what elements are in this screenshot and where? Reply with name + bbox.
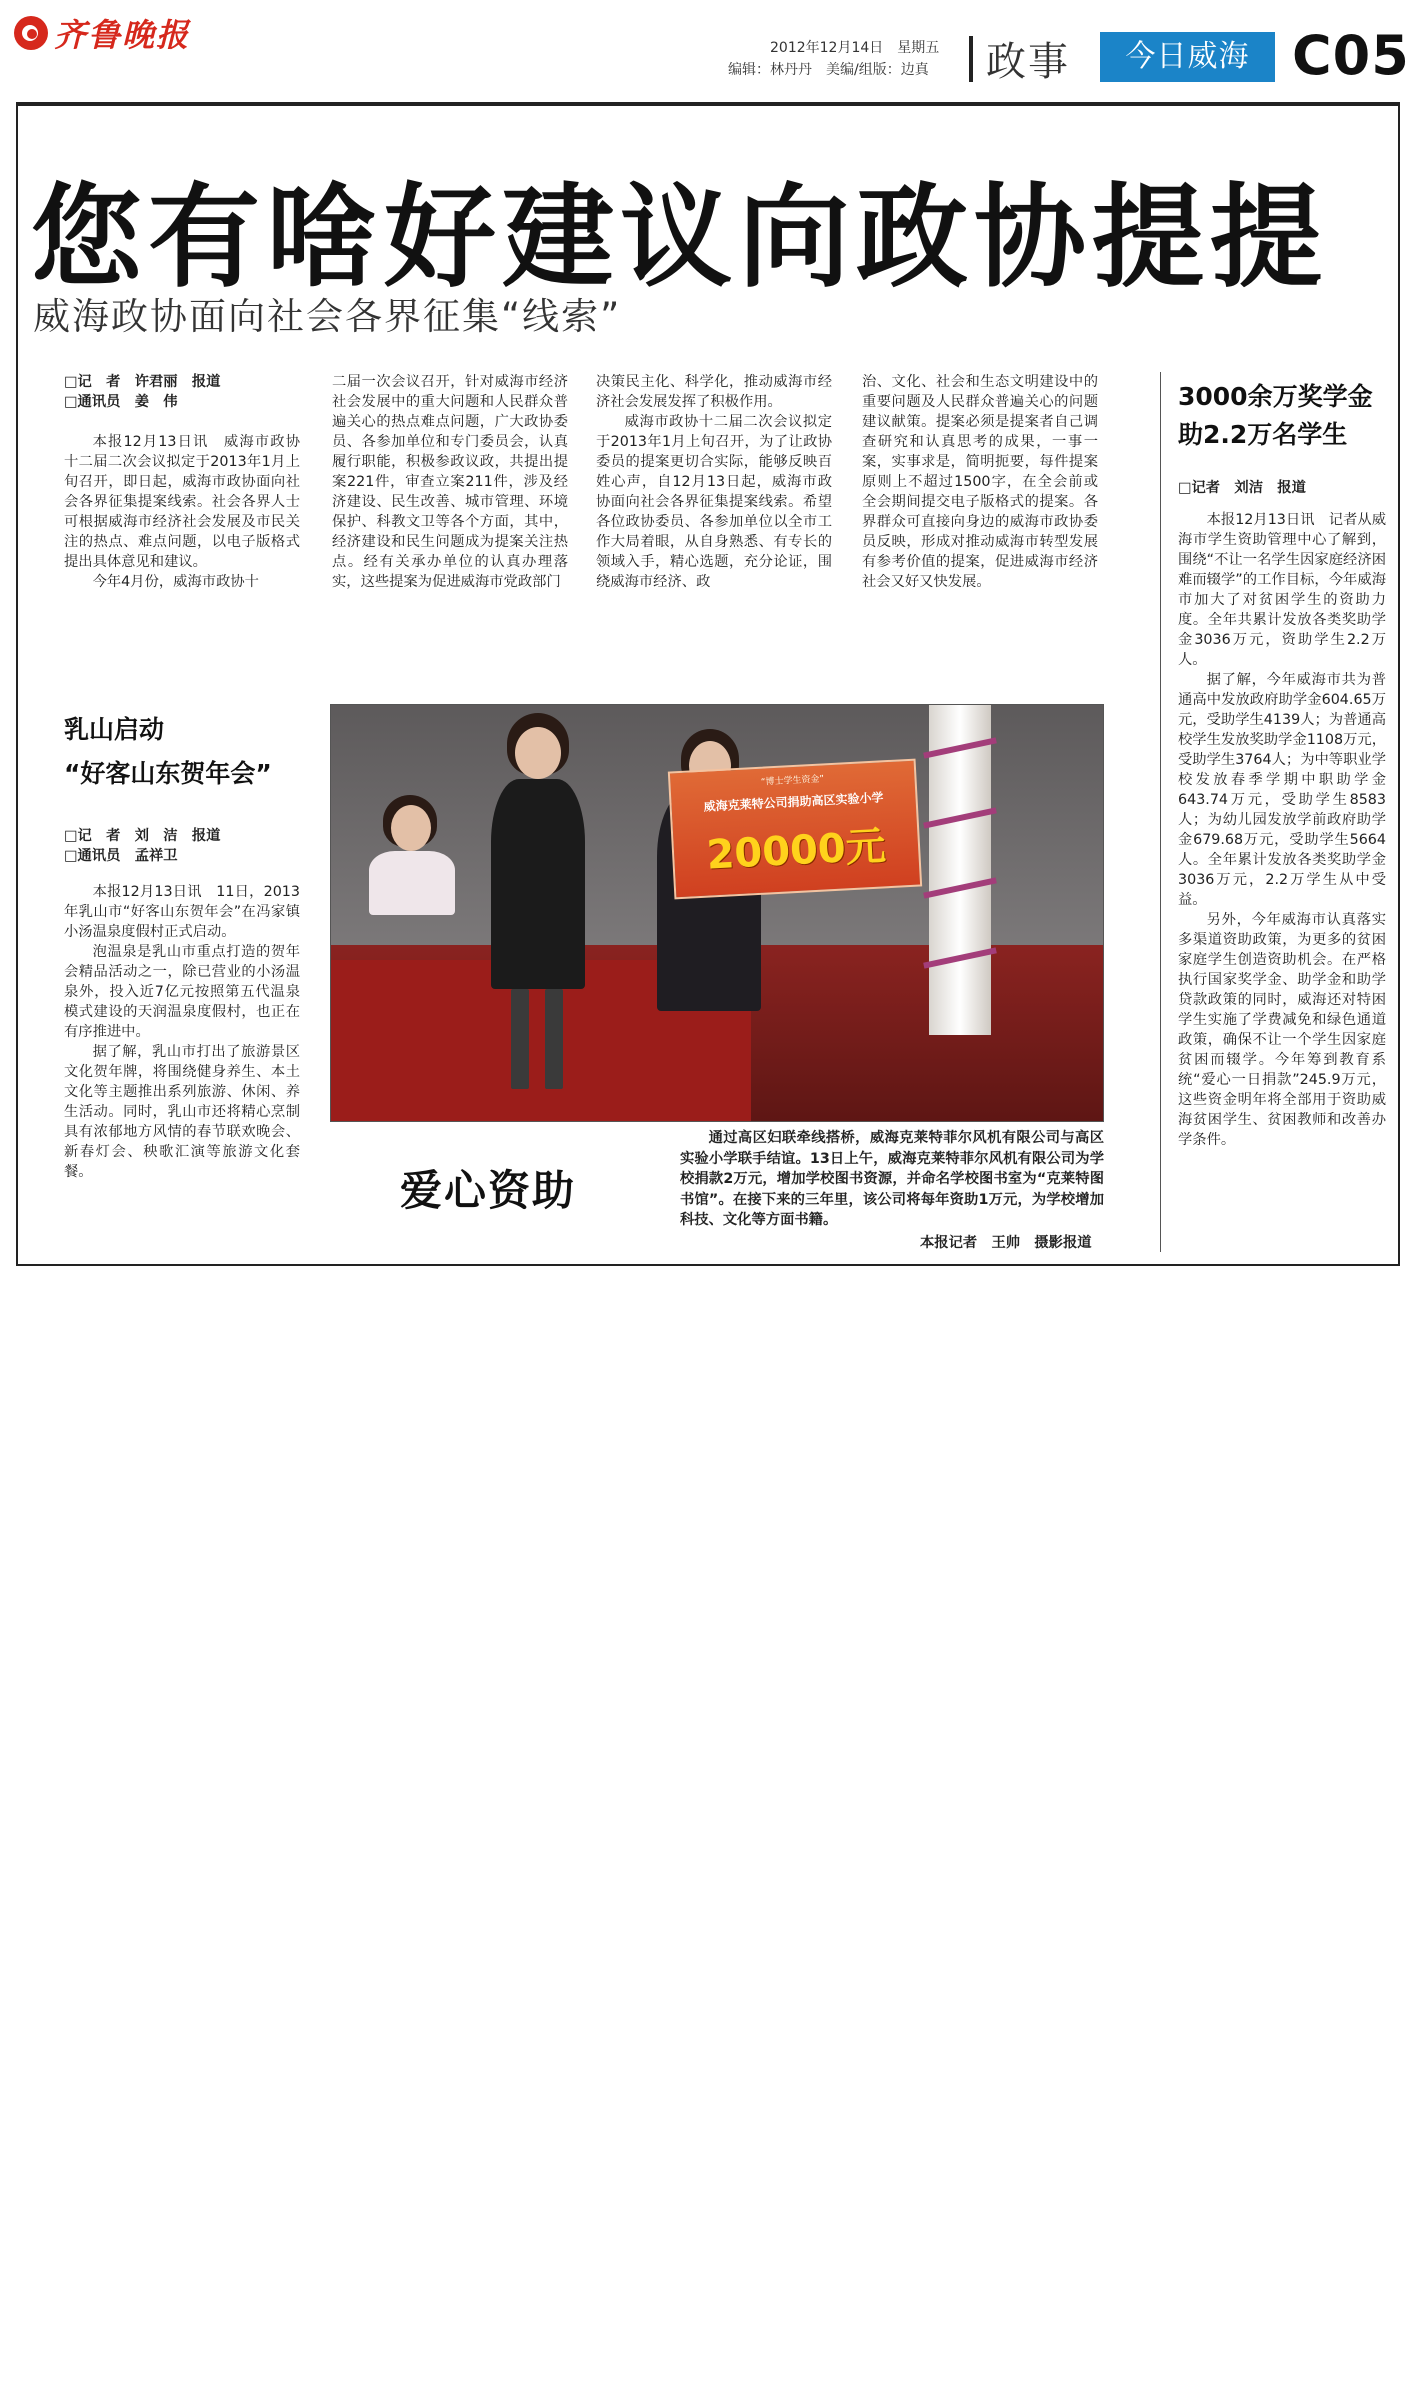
- byline-correspondent: □通讯员 孟祥卫: [64, 848, 178, 864]
- caption-text: 通过高区妇联牵线搭桥，威海克莱特菲尔风机有限公司与高区实验小学联手结谊。13日上午，威海克莱特菲尔风机有限公司为学校捐款2万元，增加学校图书资源，并命名学校图书室为“克莱特图书馆”。在接下来的三年里，该公司将每年资助1万元，为学校增加科技、文化等方面书籍。: [680, 1130, 1104, 1228]
- paragraph: 另外，今年威海市认真落实多渠道资助政策，为更多的贫困家庭学生创造资助机会。在严格执行国家奖学金、助学金和助学贷款政策的同时，威海还对特困学生实施了学费减免和绿色通道政策，确保不让一个学生因家庭贫困而辍学。今年筹到教育系统“爱心一日捐款”245.9万元，这些资金明年将全部用于资助威海贫困学生、贫困教师和改善办学条件。: [1178, 912, 1386, 1148]
- newspaper-logo: [14, 8, 190, 58]
- paragraph: 本报12月13日讯 记者从威海市学生资助管理中心了解到，围绕“不让一名学生因家庭经济困难而辍学”的工作目标，今年威海市加大了对贫困学生的资助力度。全年共累计发放各类奖助学金3036万元，资助学生2.2万人。: [1178, 512, 1386, 668]
- side-column: [1178, 478, 1386, 1150]
- byline-reporter: □记 者 许君丽 报道: [64, 374, 221, 390]
- decorated-pillar: [929, 705, 991, 1035]
- rushan-column: [64, 826, 300, 1182]
- side-headline: 3000余万奖学金助2.2万名学生: [1178, 382, 1373, 449]
- headline: 您有啥好建议向政协提提: [30, 172, 1328, 303]
- paragraph: 治、文化、社会和生态文明建设中的重要问题及人民群众普遍关心的问题建议献策。提案必须是提案者自己调查研究和认真思考的成果，一事一案，实事求是，简明扼要，每件提案原则上不超过1500字，在全会前或全会期间提交电子版格式的提案。各界群众可直接向身边的威海市政协委员反映，形成对推动威海市转型发展有参考价值的提案，促进威海市经济社会又好又快发展。: [862, 374, 1098, 590]
- paragraph: 本报12月13日讯 11日，2013年乳山市“好客山东贺年会”在冯家镇小汤温泉度假村正式启动。: [64, 884, 300, 940]
- rushan-headline: [64, 708, 272, 796]
- edition-tag: 今日威海: [1100, 32, 1275, 82]
- lead-column-4: [862, 372, 1098, 592]
- rushan-headline-line-2: “好客山东贺年会”: [64, 759, 272, 788]
- photo-caption: [680, 1128, 1104, 1231]
- side-column-rule: [1160, 372, 1161, 1252]
- lead-column-2: [332, 372, 568, 592]
- lead-column-3: [596, 372, 832, 592]
- paper-name: 齐鲁晚报: [54, 16, 191, 54]
- header-divider: [969, 36, 973, 82]
- photo-credit: 本报记者 王帅 摄影报道: [920, 1235, 1092, 1251]
- paragraph: 决策民主化、科学化，推动威海市经济社会发展发挥了积极作用。: [596, 374, 832, 410]
- lead-column-1: [64, 372, 300, 592]
- byline-correspondent: □通讯员 姜 伟: [64, 394, 178, 410]
- paragraph: 二届一次会议召开，针对威海市经济社会发展中的重大问题和人民群众普遍关心的热点难点问题，广大政协委员、各参加单位和专门委员会，认真履行职能，积极参政议政，共提出提案221件，审查立案211件，涉及经济建设、民生改善、城市管理、环境保护、科教文卫等各个方面，其中，经济建设和民生问题成为提案关注热点。经有关承办单位的认真办理落实，这些提案为促进威海市党政部门: [332, 374, 568, 590]
- paragraph: 据了解，今年威海市共为普通高中发放政府助学金604.65万元，受助学生4139人；为普通高校学生发放奖助学金1108万元，受助学生3764人；为中等职业学校发放春季学期中职助学金643.74万元，受助学生8583人；为幼儿园发放学前政府助学金679.68万元，受助学生5664人。全年累计发放各类奖助学金3036万元，2.2万学生从中受益。: [1178, 672, 1386, 908]
- board-title: 威海克莱特公司捐助高区实验小学: [703, 790, 884, 814]
- board-top-text: “博士学生资金”: [760, 774, 825, 788]
- date-line: 2012年12月14日 星期五: [770, 40, 940, 56]
- paragraph: 据了解，乳山市打出了旅游景区文化贺年牌，将围绕健身养生、本土文化等主题推出系列旅游、休闲、养生活动。同时，乳山市还将精心烹制具有浓郁地方风情的春节联欢晚会、新春灯会、秧歌汇演等旅游文化套餐。: [64, 1044, 300, 1180]
- paragraph: 泡温泉是乳山市重点打造的贺年会精品活动之一，除已营业的小汤温泉外，投入近7亿元按照第五代温泉模式建设的天润温泉度假村，也正在有序推进中。: [64, 944, 300, 1040]
- board-amount: 20000元: [705, 823, 887, 879]
- photo-label: 爱心资助: [400, 1166, 577, 1215]
- donation-board: [668, 759, 922, 900]
- section-name: 政事: [986, 39, 1070, 85]
- side-byline: □记者 刘洁 报道: [1178, 480, 1306, 496]
- news-photo: [330, 704, 1104, 1122]
- paragraph: 威海市政协十二届二次会议拟定于2013年1月上旬召开，为了让政协委员的提案更切合实际，能够反映百姓心声，自12月13日起，威海市政协面向社会各界征集提案线索。希望各位政协委员、各参加单位以全市工作大局着眼，从自身熟悉、有专长的领域入手，精心选题，充分论证，围绕威海市经济、政: [596, 414, 832, 590]
- editor-line: 编辑：林丹丹 美编/组版：边真: [728, 62, 929, 78]
- paragraph: 今年4月份，威海市政协十: [92, 574, 259, 590]
- sun-logo-icon: [14, 16, 48, 50]
- subheadline: 威海政协面向社会各界征集“线索”: [33, 295, 622, 338]
- paragraph: 本报12月13日讯 威海市政协十二届二次会议拟定于2013年1月上旬召开，即日起，威海市政协面向社会各界征集提案线索。社会各界人士可根据威海市经济社会发展及市民关注的热点、难点问题，以电子版格式提出具体意见和建议。: [64, 434, 300, 570]
- byline-reporter: □记 者 刘 洁 报道: [64, 828, 221, 844]
- page-number: C05: [1292, 24, 1410, 87]
- rushan-headline-line-1: 乳山启动: [64, 715, 165, 744]
